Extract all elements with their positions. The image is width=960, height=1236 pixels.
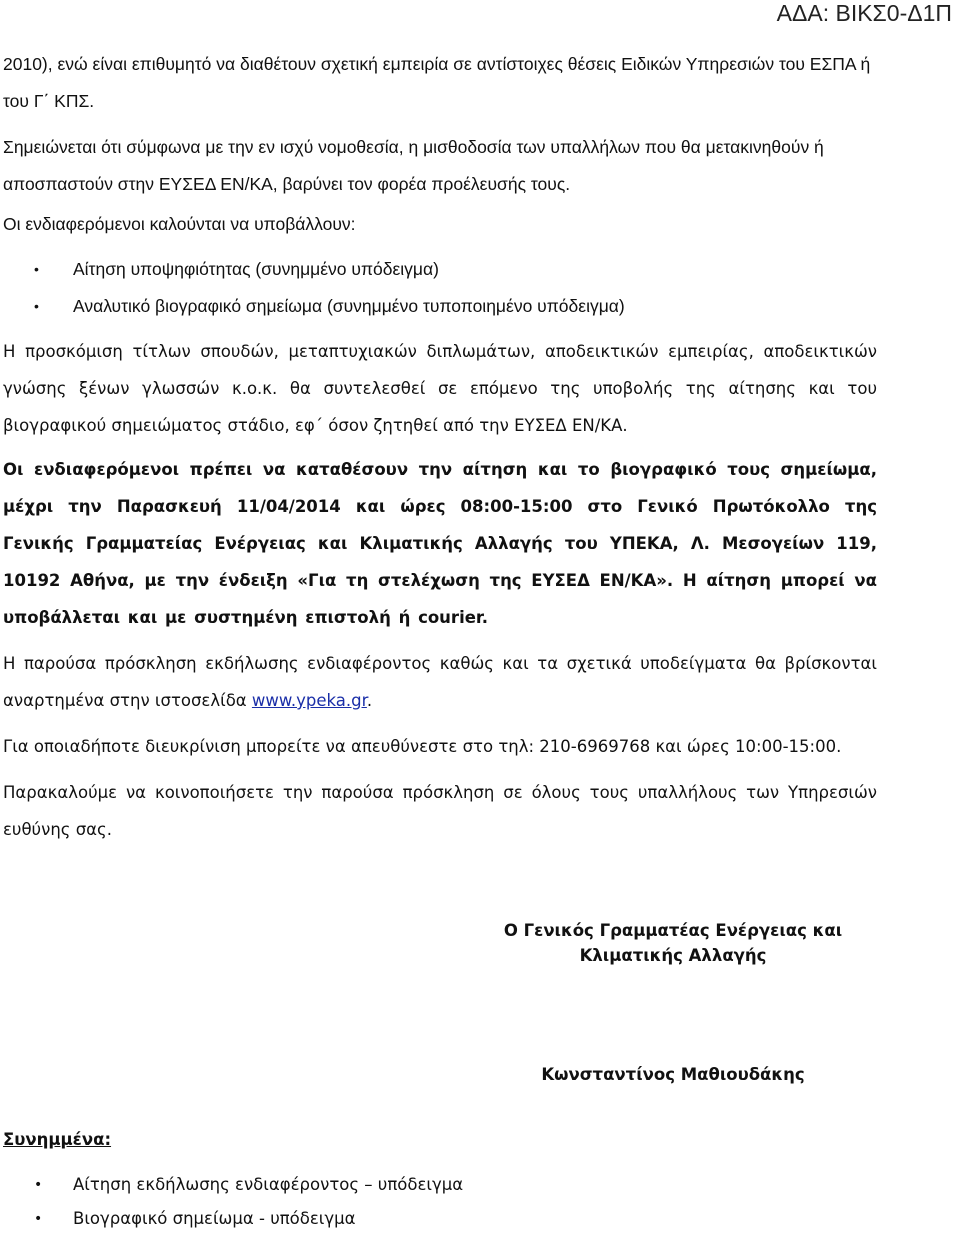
paragraph-publication: Η παρούσα πρόσκληση εκδήλωσης ενδιαφέροντος καθώς και τα σχετικά υποδείγματα θα βρίσκονται αναρτημένα στην ιστοσελίδα www.ypeka.gr. [3, 654, 877, 710]
attachments-list [3, 1168, 703, 1236]
list-item: • Αίτηση υποψηφιότητας (συνημμένο υπόδειγμα) [3, 251, 877, 288]
paragraph-eligibility: 2010), ενώ είναι επιθυμητό να διαθέτουν σχετική εμπειρία σε αντίστοιχες θέσεις Ειδικών Υπηρεσιών του ΕΣΠΑ ή του Γ΄ ΚΠΣ. [3, 54, 871, 111]
attachments-heading: Συνημμένα: [3, 1130, 112, 1149]
paragraph-salary-note: Σημειώνεται ότι σύμφωνα με την εν ισχύ νομοθεσία, η μισθοδοσία των υπαλλήλων που θα μετακινηθούν ή αποσπαστούν στην ΕΥΣΕΔ ΕΝ/ΚΑ, βαρύνει τον φορέα προέλευσής τους. [3, 137, 824, 194]
paragraph-documents: Η προσκόμιση τίτλων σπουδών, μεταπτυχιακών διπλωμάτων, αποδεικτικών εμπειρίας, αποδεικτικών γνώσης ξένων γλωσσών κ.ο.κ. θα συντελεσθεί σε επόμενο της υποβολής της αίτησης και του βιογραφικού σημειώματος στάδιο, εφ΄ όσον ζητηθεί από την ΕΥΣΕΔ ΕΝ/ΚΑ. [3, 342, 877, 435]
submit-list [3, 251, 877, 325]
paragraph-submit-intro: Οι ενδιαφερόμενοι καλούνται να υποβάλλουν: [3, 214, 356, 234]
document-body [3, 46, 877, 1228]
list-item: • Αίτηση εκδήλωσης ενδιαφέροντος – υπόδειγμα [3, 1168, 703, 1202]
paragraph-notify: Παρακαλούμε να κοινοποιήσετε την παρούσα πρόσκληση σε όλους τους υπαλλήλους των Υπηρεσιών ευθύνης σας. [3, 783, 877, 839]
website-link[interactable]: www.ypeka.gr [251, 691, 367, 710]
ada-code: ΑΔΑ: ΒΙΚΣ0-Δ1Π [776, 0, 952, 26]
signature-name: Κωνσταντίνος Μαθιουδάκης [541, 1065, 805, 1084]
paragraph-contact: Για οποιαδήποτε διευκρίνιση μπορείτε να απευθύνεστε στο τηλ: 210-6969768 και ώρες 10:00-15:00. [3, 737, 842, 756]
list-item: • Βιογραφικό σημείωμα - υπόδειγμα [3, 1202, 703, 1236]
signature-title: Ο Γενικός Γραμματέας Ενέργειας και Κλιματικής Αλλαγής [503, 921, 843, 965]
list-item: • Αναλυτικό βιογραφικό σημείωμα (συνημμένο τυποποιημένο υπόδειγμα) [3, 288, 877, 325]
paragraph-deadline: Οι ενδιαφερόμενοι πρέπει να καταθέσουν την αίτηση και το βιογραφικό τους σημείωμα, μέχρι την Παρασκευή 11/04/2014 και ώρες 08:00-15:00 στο Γενικό Πρωτόκολλο της Γενικής Γραμματείας Ενέργειας και Κλιματικής Αλλαγής του ΥΠΕΚΑ, Λ. Μεσογείων 119, 10192 Αθήνα, με την ένδειξη «Για τη στελέχωση της ΕΥΣΕΔ ΕΝ/ΚΑ». Η αίτηση μπορεί να υποβάλλεται και με συστημένη επιστολή ή courier. [3, 460, 877, 627]
